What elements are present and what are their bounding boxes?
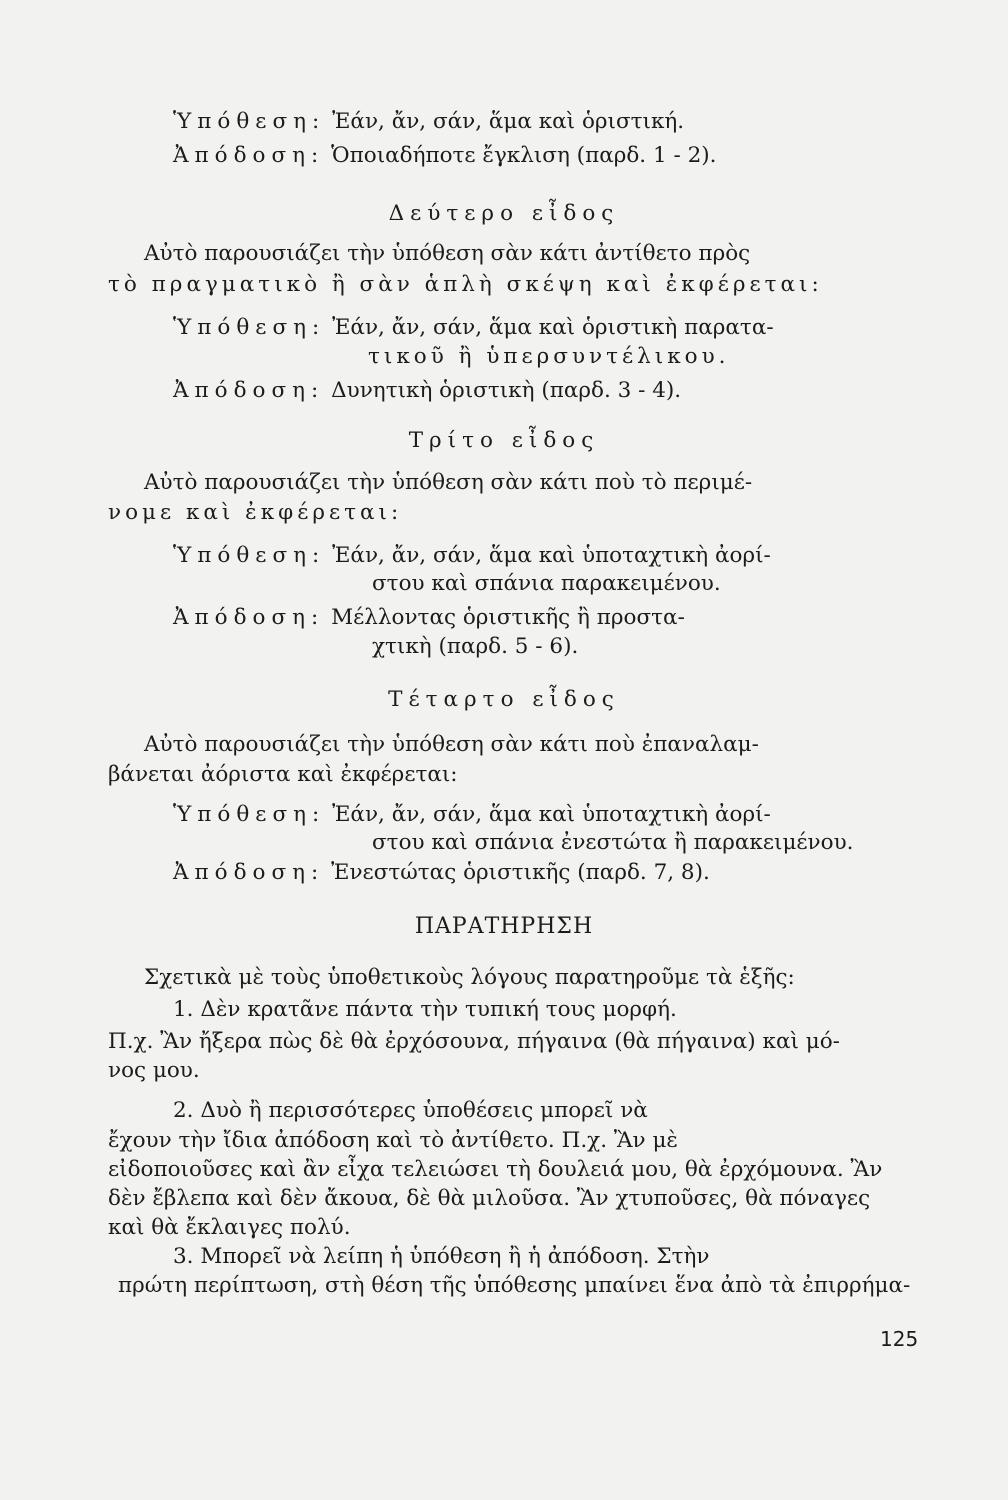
remark-line: δὲν ἔβλεπα καὶ δὲν ἄκουα, δὲ θὰ μιλοῦσα. Ἂν χτυποῦσες, θὰ πόναγες — [108, 1186, 871, 1211]
heading-fourth-type: Τέταρτο εἶδος — [388, 687, 620, 712]
fourth-hypothesis-line — [173, 800, 771, 830]
fourth-apodosis-line — [173, 858, 710, 888]
remark-line: πρώτη περίπτωση, στὴ θέση τῆς ὑπόθεσης μπαίνει ἕνα ἀπὸ τὰ ἐπιρρήμα- — [118, 1273, 911, 1298]
apodosis-label: Ἀπόδοση: — [173, 378, 325, 403]
hypothesis-label: Ὑπόθεση: — [173, 802, 326, 827]
third-hypothesis-continuation: στου καὶ σπάνια παρακειμένου. — [372, 571, 721, 596]
remark-line: Π.χ. Ἂν ἤξερα πὼς δὲ θὰ ἐρχόσουνα, πήγαινα (θὰ πήγαινα) καὶ μό- — [108, 1029, 840, 1054]
remark-line: Σχετικὰ μὲ τοὺς ὑποθετικοὺς λόγους παρατηροῦμε τὰ ἑξῆς: — [144, 965, 795, 990]
third-hypothesis-line — [173, 541, 771, 571]
hypothesis-label: Ὑπόθεση: — [173, 543, 326, 568]
second-apodosis-line — [173, 376, 681, 406]
heading-third-type: Τρίτο εἶδος — [408, 428, 600, 453]
remark-line: ἔχουν τὴν ἴδια ἀπόδοση καὶ τὸ ἀντίθετο. Π.χ. Ἂν μὲ — [108, 1128, 678, 1153]
remark-line: 1. Δὲν κρατᾶνε πάντα τὴν τυπική τους μορφή. — [173, 997, 677, 1022]
third-apodosis-continuation: χτικὴ (παρδ. 5 - 6). — [372, 634, 579, 659]
hypothesis-text: Ἐάν, ἄν, σάν, ἅμα καὶ ὁριστικὴ παρατα- — [332, 315, 774, 340]
apodosis-line-1 — [173, 141, 716, 171]
third-intro-line-2: νομε καὶ ἐκφέρεται: — [108, 500, 403, 525]
apodosis-text: Μέλλοντας ὁριστικῆς ἢ προστα- — [331, 605, 685, 630]
hypothesis-label: Ὑπόθεση: — [173, 109, 326, 134]
fourth-intro-line-2: βάνεται ἀόριστα καὶ ἐκφέρεται: — [108, 762, 458, 787]
remark-line: καὶ θὰ ἔκλαιγες πολύ. — [108, 1215, 351, 1240]
second-intro-line-1: Αὐτὸ παρουσιάζει τὴν ὑπόθεση σὰν κάτι ἀντίθετο πρὸς — [144, 241, 751, 266]
fourth-hypothesis-continuation: στου καὶ σπάνια ἐνεστώτα ἢ παρακειμένου. — [372, 830, 854, 855]
second-hypothesis-continuation: τικοῦ ἢ ὑπερσυντέλικου. — [368, 344, 730, 369]
remark-line: εἰδοποιοῦσες καὶ ἂν εἶχα τελειώσει τὴ δουλειά μου, θὰ ἐρχόμουνα. Ἂν — [108, 1157, 883, 1182]
remark-line: 2. Δυὸ ἢ περισσότερες ὑποθέσεις μπορεῖ νὰ — [173, 1098, 648, 1123]
third-apodosis-line — [173, 603, 685, 633]
remark-line: 3. Μπορεῖ νὰ λείπη ἡ ὑπόθεση ἢ ἡ ἀπόδοση. Στὴν — [173, 1244, 710, 1269]
remark-line: νος μου. — [108, 1058, 200, 1083]
apodosis-label: Ἀπόδοση: — [173, 860, 325, 885]
apodosis-text: Ὁποιαδήποτε ἔγκλιση (παρδ. 1 - 2). — [331, 143, 717, 168]
remark-title: ΠΑΡΑΤΗΡΗΣΗ — [414, 914, 594, 939]
second-hypothesis-line — [173, 313, 774, 343]
second-intro-line-2: τὸ πραγματικὸ ἢ σὰν ἁπλὴ σκέψη καὶ ἐκφέρεται: — [108, 272, 823, 297]
hypothesis-text: Ἐάν, ἄν, σάν, ἅμα καὶ ὑποταχτικὴ ἀορί- — [332, 802, 771, 827]
page-number: 125 — [880, 1327, 919, 1351]
hypothesis-text: Ἐάν, ἄν, σάν, ἅμα καὶ ὁριστική. — [332, 109, 685, 134]
hypothesis-line-1 — [173, 107, 684, 137]
hypothesis-text: Ἐάν, ἄν, σάν, ἅμα καὶ ὑποταχτικὴ ἀορί- — [332, 543, 771, 568]
apodosis-label: Ἀπόδοση: — [173, 143, 325, 168]
fourth-intro-line-1: Αὐτὸ παρουσιάζει τὴν ὑπόθεση σὰν κάτι ποὺ ἐπαναλαμ- — [144, 732, 759, 757]
apodosis-text: Ἐνεστώτας ὁριστικῆς (παρδ. 7, 8). — [331, 860, 710, 885]
apodosis-text: Δυνητικὴ ὁριστικὴ (παρδ. 3 - 4). — [331, 378, 682, 403]
apodosis-label: Ἀπόδοση: — [173, 605, 325, 630]
hypothesis-label: Ὑπόθεση: — [173, 315, 326, 340]
heading-second-type: Δεύτερο εἶδος — [388, 201, 620, 226]
third-intro-line-1: Αὐτὸ παρουσιάζει τὴν ὑπόθεση σὰν κάτι ποὺ τὸ περιμέ- — [144, 470, 753, 495]
